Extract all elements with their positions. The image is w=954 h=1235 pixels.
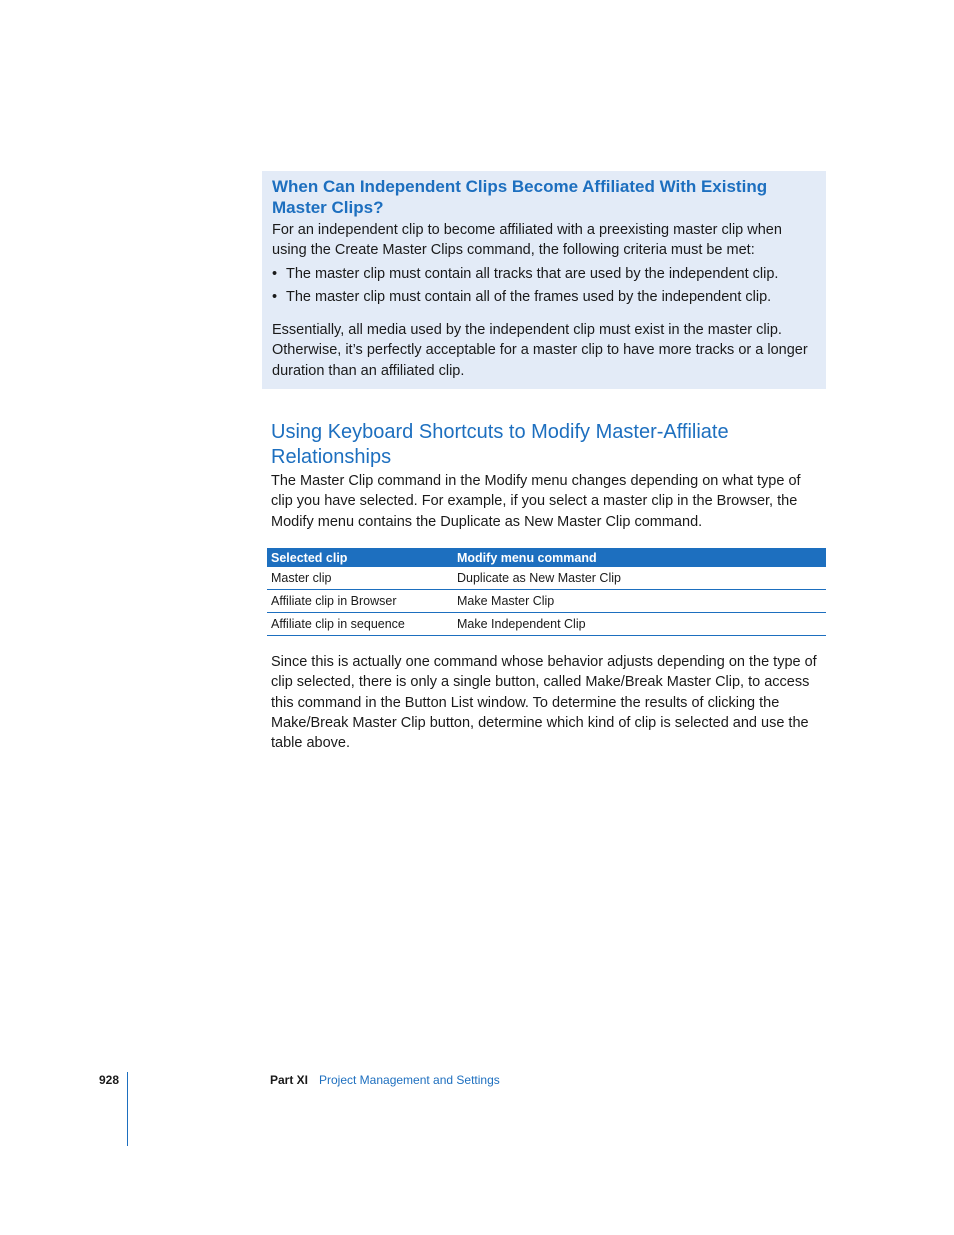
table-cell: Master clip	[267, 567, 453, 590]
list-item	[272, 287, 812, 307]
table-row	[267, 567, 826, 590]
sidebar-outro: Essentially, all media used by the independent clip must exist in the master clip. Otherwise, it’s perfectly acceptable for a master clip to have more tracks or a longer duration than an affiliated clip.	[272, 322, 808, 379]
page-number: 928	[99, 1073, 120, 1087]
bullet-icon: •	[272, 289, 278, 306]
bullet-icon: •	[272, 266, 278, 282]
table-row	[267, 613, 826, 636]
table-cell: Make Independent Clip	[453, 613, 826, 636]
table-cell: Affiliate clip in Browser	[267, 590, 453, 613]
sidebar-bullet-list	[272, 264, 812, 311]
table-cell: Affiliate clip in sequence	[267, 613, 453, 636]
sidebar-title: When Can Independent Clips Become Affiliated With Existing Master Clips?	[272, 177, 768, 217]
table-row	[267, 590, 826, 613]
footer-divider	[127, 1072, 128, 1146]
footer-part-title: Project Management and Settings	[319, 1073, 500, 1087]
section-intro: The Master Clip command in the Modify menu changes depending on what type of clip you have selected. For example, if you select a master clip in the Browser, the Modify menu contains the Duplicate as New Master Clip command.	[271, 473, 801, 530]
bullet-text: The master clip must contain all of the frames used by the independent clip.	[286, 289, 772, 306]
list-item	[272, 264, 812, 284]
table-cell: Duplicate as New Master Clip	[453, 567, 826, 590]
sidebar-intro: For an independent clip to become affiliated with a preexisting master clip when using the Create Master Clips command, the following criteria must be met:	[272, 222, 782, 259]
closing-paragraph: Since this is actually one command whose behavior adjusts depending on the type of clip selected, there is only a single button, called Make/Break Master Clip, to access this command in the Button List window. To determine the results of clicking the Make/Break Master Clip button, determine which kind of clip is selected and use the table above.	[271, 654, 817, 752]
footer-part-label: Part XI	[270, 1073, 309, 1087]
table-header-row	[267, 548, 826, 567]
column-header-selected-clip: Selected clip	[267, 548, 453, 567]
section-title: Using Keyboard Shortcuts to Modify Master-Affiliate Relationships	[271, 421, 729, 468]
table-cell: Make Master Clip	[453, 590, 826, 613]
bullet-text: The master clip must contain all tracks that are used by the independent clip.	[286, 266, 779, 282]
column-header-modify-command: Modify menu command	[453, 548, 826, 567]
command-table	[267, 548, 826, 636]
